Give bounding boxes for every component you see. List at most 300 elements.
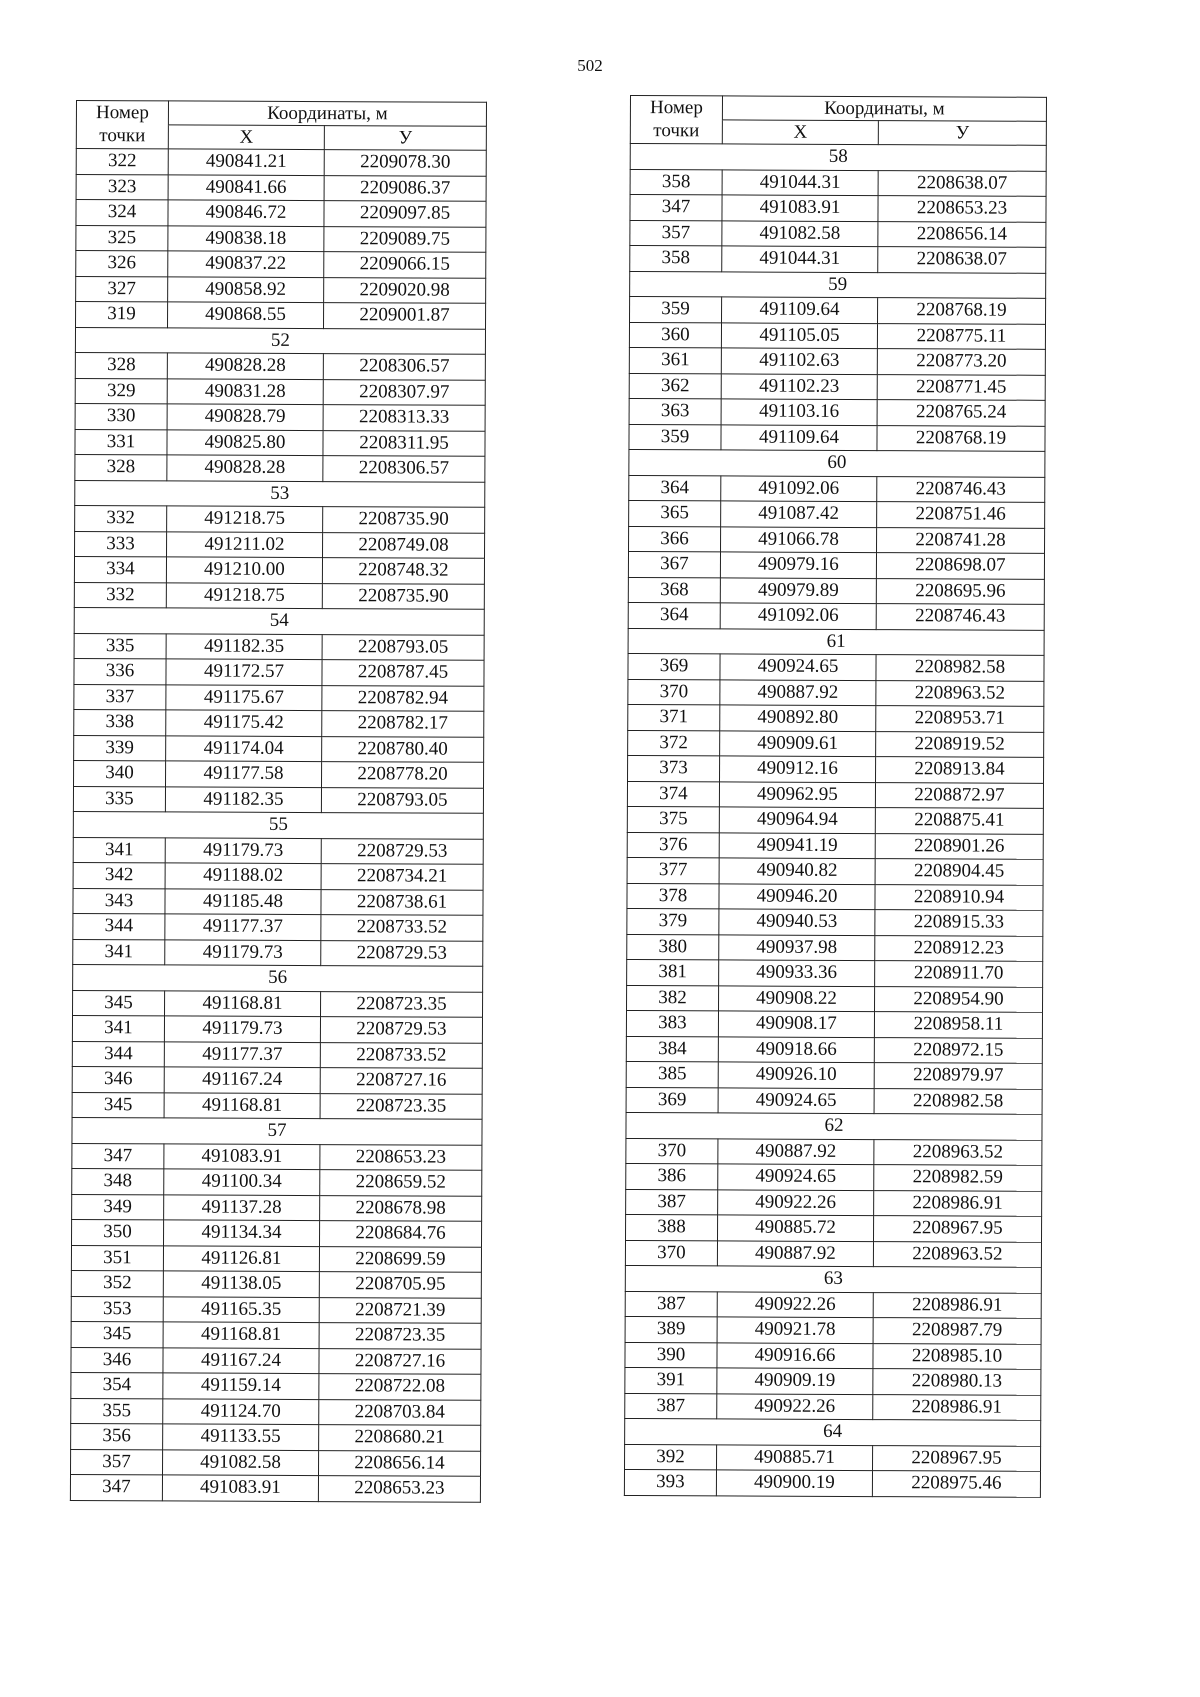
table-row [71, 1372, 481, 1399]
y-coordinate: 2208967.95 [873, 1445, 1041, 1471]
point-number: 373 [628, 755, 720, 781]
point-number: 370 [626, 1138, 718, 1164]
y-coordinate: 2208738.61 [321, 889, 483, 915]
table-row [628, 730, 1044, 757]
x-coordinate: 490926.10 [718, 1062, 874, 1088]
y-coordinate: 2208727.16 [320, 1068, 482, 1094]
x-coordinate: 491175.42 [166, 710, 322, 736]
point-number: 378 [627, 883, 719, 909]
y-coordinate: 2208780.40 [322, 736, 484, 762]
x-coordinate: 491218.75 [167, 506, 323, 532]
table-row [74, 556, 484, 583]
y-coordinate: 2208986.91 [874, 1190, 1042, 1216]
x-coordinate: 490837.22 [168, 251, 324, 277]
point-number: 364 [629, 475, 721, 501]
table-row [626, 1087, 1042, 1114]
x-coordinate: 491066.78 [721, 526, 877, 552]
table-row [73, 786, 483, 813]
table-row [625, 1367, 1041, 1394]
table-row [74, 582, 484, 609]
x-coordinate: 491102.23 [721, 373, 877, 399]
point-number: 347 [630, 195, 722, 221]
point-number: 369 [628, 653, 720, 679]
y-coordinate: 2208778.20 [322, 762, 484, 788]
table-row [72, 1168, 482, 1195]
point-number: 364 [628, 602, 720, 628]
table-row [629, 322, 1045, 349]
table-row [76, 200, 486, 227]
y-coordinate: 2208793.05 [322, 634, 484, 660]
y-coordinate: 2208746.43 [877, 476, 1045, 502]
point-number: 358 [630, 246, 722, 272]
table-row [74, 709, 484, 736]
point-number: 358 [630, 169, 722, 195]
x-coordinate: 491188.02 [165, 863, 321, 889]
y-coordinate: 2208765.24 [877, 400, 1045, 426]
section-row [626, 1112, 1042, 1139]
y-coordinate: 2208653.23 [320, 1144, 482, 1170]
table-row [626, 1036, 1042, 1063]
x-coordinate: 491082.58 [722, 220, 878, 246]
section-number: 53 [75, 480, 485, 507]
section-number: 57 [72, 1117, 482, 1144]
section-row [74, 607, 484, 634]
y-coordinate: 2208782.17 [322, 711, 484, 737]
y-coordinate: 2208875.41 [875, 808, 1043, 834]
point-number: 345 [71, 1321, 163, 1347]
table-row [74, 658, 484, 685]
y-coordinate: 2208975.46 [872, 1471, 1040, 1497]
x-coordinate: 491134.34 [164, 1220, 320, 1246]
point-number: 343 [73, 888, 165, 914]
table-row [627, 934, 1043, 961]
y-coordinate: 2208919.52 [876, 731, 1044, 757]
table-row [73, 939, 483, 966]
point-number: 370 [625, 1240, 717, 1266]
x-coordinate: 491159.14 [163, 1373, 319, 1399]
x-coordinate: 490828.28 [167, 455, 323, 481]
point-number: 376 [627, 832, 719, 858]
table-row [627, 857, 1043, 884]
table-body-left [70, 149, 486, 1502]
point-number-header-bottom: точки [76, 125, 168, 149]
point-number: 367 [628, 551, 720, 577]
table-row [76, 302, 486, 329]
y-coordinate: 2208771.45 [877, 374, 1045, 400]
table-row [629, 373, 1045, 400]
table-row [630, 169, 1046, 196]
x-coordinate: 490916.66 [717, 1342, 873, 1368]
y-coordinate: 2208967.95 [874, 1216, 1042, 1242]
point-number: 359 [630, 297, 722, 323]
section-row [629, 449, 1045, 476]
table-row [75, 505, 485, 532]
y-coordinate: 2208954.90 [875, 986, 1043, 1012]
point-number: 331 [75, 429, 167, 455]
point-number: 323 [76, 174, 168, 200]
section-row [628, 628, 1044, 655]
y-coordinate: 2208746.43 [876, 604, 1044, 630]
x-coordinate: 491175.67 [166, 684, 322, 710]
section-row [630, 271, 1046, 298]
section-row [73, 964, 483, 991]
y-coordinate: 2208723.35 [320, 1093, 482, 1119]
point-number: 319 [76, 302, 168, 328]
table-row [73, 913, 483, 940]
section-row [72, 1117, 482, 1144]
point-number: 393 [624, 1469, 716, 1495]
y-coordinate: 2208913.84 [876, 757, 1044, 783]
table-row [630, 195, 1046, 222]
y-coordinate: 2208313.33 [323, 405, 485, 431]
x-coordinate: 491083.91 [164, 1143, 320, 1169]
x-header: X [168, 125, 324, 150]
y-header: У [878, 121, 1046, 146]
point-number: 391 [625, 1367, 717, 1393]
section-number: 59 [630, 271, 1046, 298]
x-coordinate: 490964.94 [719, 807, 875, 833]
section-number: 60 [629, 449, 1045, 476]
point-number: 332 [74, 582, 166, 608]
x-coordinate: 490941.19 [719, 832, 875, 858]
x-coordinate: 491133.55 [163, 1424, 319, 1450]
section-row [75, 480, 485, 507]
x-coordinate: 490828.28 [167, 353, 323, 379]
table-row [72, 1066, 482, 1093]
point-number: 332 [75, 505, 167, 531]
table-row [625, 1444, 1041, 1471]
table-row [625, 1316, 1041, 1343]
table-row [74, 633, 484, 660]
y-coordinate: 2208872.97 [875, 782, 1043, 808]
point-number: 324 [76, 200, 168, 226]
x-coordinate: 491092.06 [721, 475, 877, 501]
y-coordinate: 2208768.19 [878, 298, 1046, 324]
y-coordinate: 2208768.19 [877, 425, 1045, 451]
table-row [628, 602, 1044, 629]
x-coordinate: 491174.04 [166, 735, 322, 761]
x-coordinate: 491168.81 [164, 1092, 320, 1118]
x-coordinate: 491105.05 [721, 322, 877, 348]
point-number: 340 [74, 760, 166, 786]
coordinates-table-right [624, 95, 1047, 1497]
table-row [76, 174, 486, 201]
y-coordinate: 2208985.10 [873, 1343, 1041, 1369]
point-number: 389 [625, 1316, 717, 1342]
y-coordinate: 2209001.87 [324, 303, 486, 329]
point-number: 361 [629, 347, 721, 373]
point-number: 362 [629, 373, 721, 399]
y-coordinate: 2208912.23 [875, 935, 1043, 961]
table-row [628, 551, 1044, 578]
point-number: 322 [76, 149, 168, 175]
section-row [73, 811, 483, 838]
x-coordinate: 491083.91 [722, 195, 878, 221]
x-coordinate: 491172.57 [166, 659, 322, 685]
y-coordinate: 2208638.07 [878, 247, 1046, 273]
x-coordinate: 490858.92 [168, 276, 324, 302]
x-coordinate: 491044.31 [722, 246, 878, 272]
table-row [629, 475, 1045, 502]
x-coordinate: 490921.78 [717, 1317, 873, 1343]
x-coordinate: 491109.64 [722, 297, 878, 323]
y-coordinate: 2209089.75 [324, 226, 486, 252]
point-number: 370 [628, 679, 720, 705]
table-row [72, 1219, 482, 1246]
x-coordinate: 491179.73 [165, 837, 321, 863]
y-coordinate: 2209020.98 [324, 277, 486, 303]
point-number: 350 [72, 1219, 164, 1245]
point-number: 352 [71, 1270, 163, 1296]
x-coordinate: 491100.34 [164, 1169, 320, 1195]
section-number: 61 [628, 628, 1044, 655]
point-number: 328 [75, 352, 167, 378]
section-number: 58 [630, 144, 1046, 171]
table-row [72, 1143, 482, 1170]
point-number: 347 [72, 1143, 164, 1169]
y-coordinate: 2208963.52 [874, 1139, 1042, 1165]
x-coordinate: 490900.19 [716, 1470, 872, 1496]
table-row [70, 1474, 480, 1501]
x-coordinate: 490979.89 [720, 577, 876, 603]
point-number: 341 [73, 837, 165, 863]
y-coordinate: 2208958.11 [874, 1012, 1042, 1038]
y-coordinate: 2208751.46 [877, 502, 1045, 528]
point-number: 347 [70, 1474, 162, 1500]
y-header: У [324, 126, 486, 151]
x-coordinate: 491185.48 [165, 888, 321, 914]
point-number: 345 [72, 1092, 164, 1118]
section-number: 62 [626, 1112, 1042, 1139]
section-number: 55 [73, 811, 483, 838]
table-row [75, 454, 485, 481]
table-row [629, 424, 1045, 451]
point-number: 392 [625, 1444, 717, 1470]
y-coordinate: 2208982.59 [874, 1165, 1042, 1191]
x-coordinate: 490868.55 [168, 302, 324, 328]
section-number: 56 [73, 964, 483, 991]
x-coordinate: 490933.36 [719, 960, 875, 986]
point-number: 341 [72, 1015, 164, 1041]
y-coordinate: 2209066.15 [324, 252, 486, 278]
y-coordinate: 2208953.71 [876, 706, 1044, 732]
point-number: 334 [74, 556, 166, 582]
table-row [75, 429, 485, 456]
table-row [76, 225, 486, 252]
point-number: 353 [71, 1296, 163, 1322]
table-row [624, 1469, 1040, 1496]
point-number: 381 [627, 959, 719, 985]
y-coordinate: 2208653.23 [318, 1476, 480, 1502]
x-coordinate: 490924.65 [718, 1164, 874, 1190]
point-number: 371 [628, 704, 720, 730]
x-coordinate: 491082.58 [163, 1449, 319, 1475]
y-coordinate: 2208306.57 [323, 354, 485, 380]
y-coordinate: 2208653.23 [878, 196, 1046, 222]
x-coordinate: 490979.16 [720, 552, 876, 578]
y-coordinate: 2208656.14 [319, 1450, 481, 1476]
table-row [627, 832, 1043, 859]
x-coordinate: 491179.73 [164, 1016, 320, 1042]
x-coordinate: 490946.20 [719, 883, 875, 909]
y-coordinate: 2208986.91 [873, 1292, 1041, 1318]
point-number: 338 [74, 709, 166, 735]
x-coordinate: 490908.17 [718, 1011, 874, 1037]
table-row [626, 1138, 1042, 1165]
y-coordinate: 2208680.21 [319, 1425, 481, 1451]
y-coordinate: 2208963.52 [876, 680, 1044, 706]
table-row [72, 1015, 482, 1042]
page-number: 502 [577, 56, 603, 75]
x-coordinate: 490922.26 [717, 1393, 873, 1419]
y-coordinate: 2208705.95 [319, 1272, 481, 1298]
table-row [625, 1240, 1041, 1267]
point-number: 385 [626, 1061, 718, 1087]
table-row [627, 985, 1043, 1012]
x-coordinate: 491083.91 [162, 1475, 318, 1501]
x-coordinate: 490885.72 [718, 1215, 874, 1241]
x-coordinate: 490908.22 [719, 985, 875, 1011]
point-number: 345 [73, 990, 165, 1016]
x-coordinate: 490887.92 [720, 679, 876, 705]
y-coordinate: 2208703.84 [319, 1399, 481, 1425]
point-number: 387 [626, 1189, 718, 1215]
point-number: 327 [76, 276, 168, 302]
table-row [71, 1449, 481, 1476]
table-row [628, 577, 1044, 604]
y-coordinate: 2208698.07 [876, 553, 1044, 579]
x-coordinate: 490887.92 [718, 1138, 874, 1164]
point-number-header-top: Номер [76, 101, 168, 125]
x-coordinate: 491167.24 [163, 1347, 319, 1373]
point-number: 382 [627, 985, 719, 1011]
table-row [627, 908, 1043, 935]
point-number: 357 [630, 220, 722, 246]
point-number: 342 [73, 862, 165, 888]
point-number: 330 [75, 403, 167, 429]
y-coordinate: 2208734.21 [321, 864, 483, 890]
y-coordinate: 2208638.07 [878, 170, 1046, 196]
table-row [72, 1041, 482, 1068]
x-coordinate: 491124.70 [163, 1398, 319, 1424]
point-number: 390 [625, 1342, 717, 1368]
table-row [630, 246, 1046, 273]
y-coordinate: 2208684.76 [320, 1221, 482, 1247]
y-coordinate: 2208723.35 [321, 991, 483, 1017]
table-row [74, 684, 484, 711]
x-header: X [722, 120, 878, 145]
y-coordinate: 2208735.90 [323, 507, 485, 533]
point-number: 365 [629, 500, 721, 526]
y-coordinate: 2208306.57 [323, 456, 485, 482]
point-number: 360 [629, 322, 721, 348]
coordinates-table-left [70, 100, 487, 1502]
point-number: 329 [75, 378, 167, 404]
x-coordinate: 491087.42 [721, 501, 877, 527]
section-number: 64 [625, 1418, 1041, 1445]
y-coordinate: 2208741.28 [877, 527, 1045, 553]
x-coordinate: 491138.05 [163, 1271, 319, 1297]
y-coordinate: 2208659.52 [320, 1170, 482, 1196]
table-row [625, 1342, 1041, 1369]
point-number: 348 [72, 1168, 164, 1194]
point-number: 372 [628, 730, 720, 756]
y-coordinate: 2208979.97 [874, 1063, 1042, 1089]
point-number: 325 [76, 225, 168, 251]
x-coordinate: 490909.61 [720, 730, 876, 756]
table-row [73, 990, 483, 1017]
table-row [73, 888, 483, 915]
table-row [626, 1189, 1042, 1216]
y-coordinate: 2208695.96 [876, 578, 1044, 604]
table-row [629, 500, 1045, 527]
point-number: 368 [628, 577, 720, 603]
section-number: 52 [75, 327, 485, 354]
table-row [626, 1163, 1042, 1190]
x-coordinate: 491103.16 [721, 399, 877, 425]
table-row [626, 1010, 1042, 1037]
table-row [630, 297, 1046, 324]
x-coordinate: 491168.81 [165, 990, 321, 1016]
y-coordinate: 2208982.58 [874, 1088, 1042, 1114]
y-coordinate: 2208721.39 [319, 1297, 481, 1323]
x-coordinate: 490838.18 [168, 225, 324, 251]
y-coordinate: 2208915.33 [875, 910, 1043, 936]
table-row [71, 1296, 481, 1323]
table-row [627, 959, 1043, 986]
y-coordinate: 2208727.16 [319, 1348, 481, 1374]
table-row [627, 806, 1043, 833]
table-row [71, 1321, 481, 1348]
table-row [71, 1423, 481, 1450]
section-row [625, 1418, 1041, 1445]
point-number: 356 [71, 1423, 163, 1449]
y-coordinate: 2208910.94 [875, 884, 1043, 910]
y-coordinate: 2208733.52 [321, 915, 483, 941]
x-coordinate: 491137.28 [164, 1194, 320, 1220]
point-number: 333 [75, 531, 167, 557]
point-number: 335 [73, 786, 165, 812]
point-number: 326 [76, 251, 168, 277]
table-row [629, 526, 1045, 553]
table-row [629, 398, 1045, 425]
y-coordinate: 2208735.90 [322, 583, 484, 609]
x-coordinate: 491182.35 [166, 633, 322, 659]
table-row [628, 704, 1044, 731]
point-number: 384 [626, 1036, 718, 1062]
y-coordinate: 2208773.20 [877, 349, 1045, 375]
x-coordinate: 491126.81 [163, 1245, 319, 1271]
point-number: 379 [627, 908, 719, 934]
x-coordinate: 490909.19 [717, 1368, 873, 1394]
y-coordinate: 2208782.94 [322, 685, 484, 711]
point-number: 344 [73, 913, 165, 939]
table-body-right [624, 144, 1046, 1497]
x-coordinate: 490825.80 [167, 429, 323, 455]
x-coordinate: 491177.37 [164, 1041, 320, 1067]
x-coordinate: 490892.80 [720, 705, 876, 731]
section-row [625, 1265, 1041, 1292]
coordinates-header: Координаты, м [722, 96, 1046, 121]
section-row [75, 327, 485, 354]
point-number: 375 [627, 806, 719, 832]
x-coordinate: 491168.81 [163, 1322, 319, 1348]
x-coordinate: 490918.66 [718, 1036, 874, 1062]
x-coordinate: 490841.66 [168, 174, 324, 200]
y-coordinate: 2208733.52 [320, 1042, 482, 1068]
x-coordinate: 491210.00 [166, 557, 322, 583]
x-coordinate: 491218.75 [166, 582, 322, 608]
